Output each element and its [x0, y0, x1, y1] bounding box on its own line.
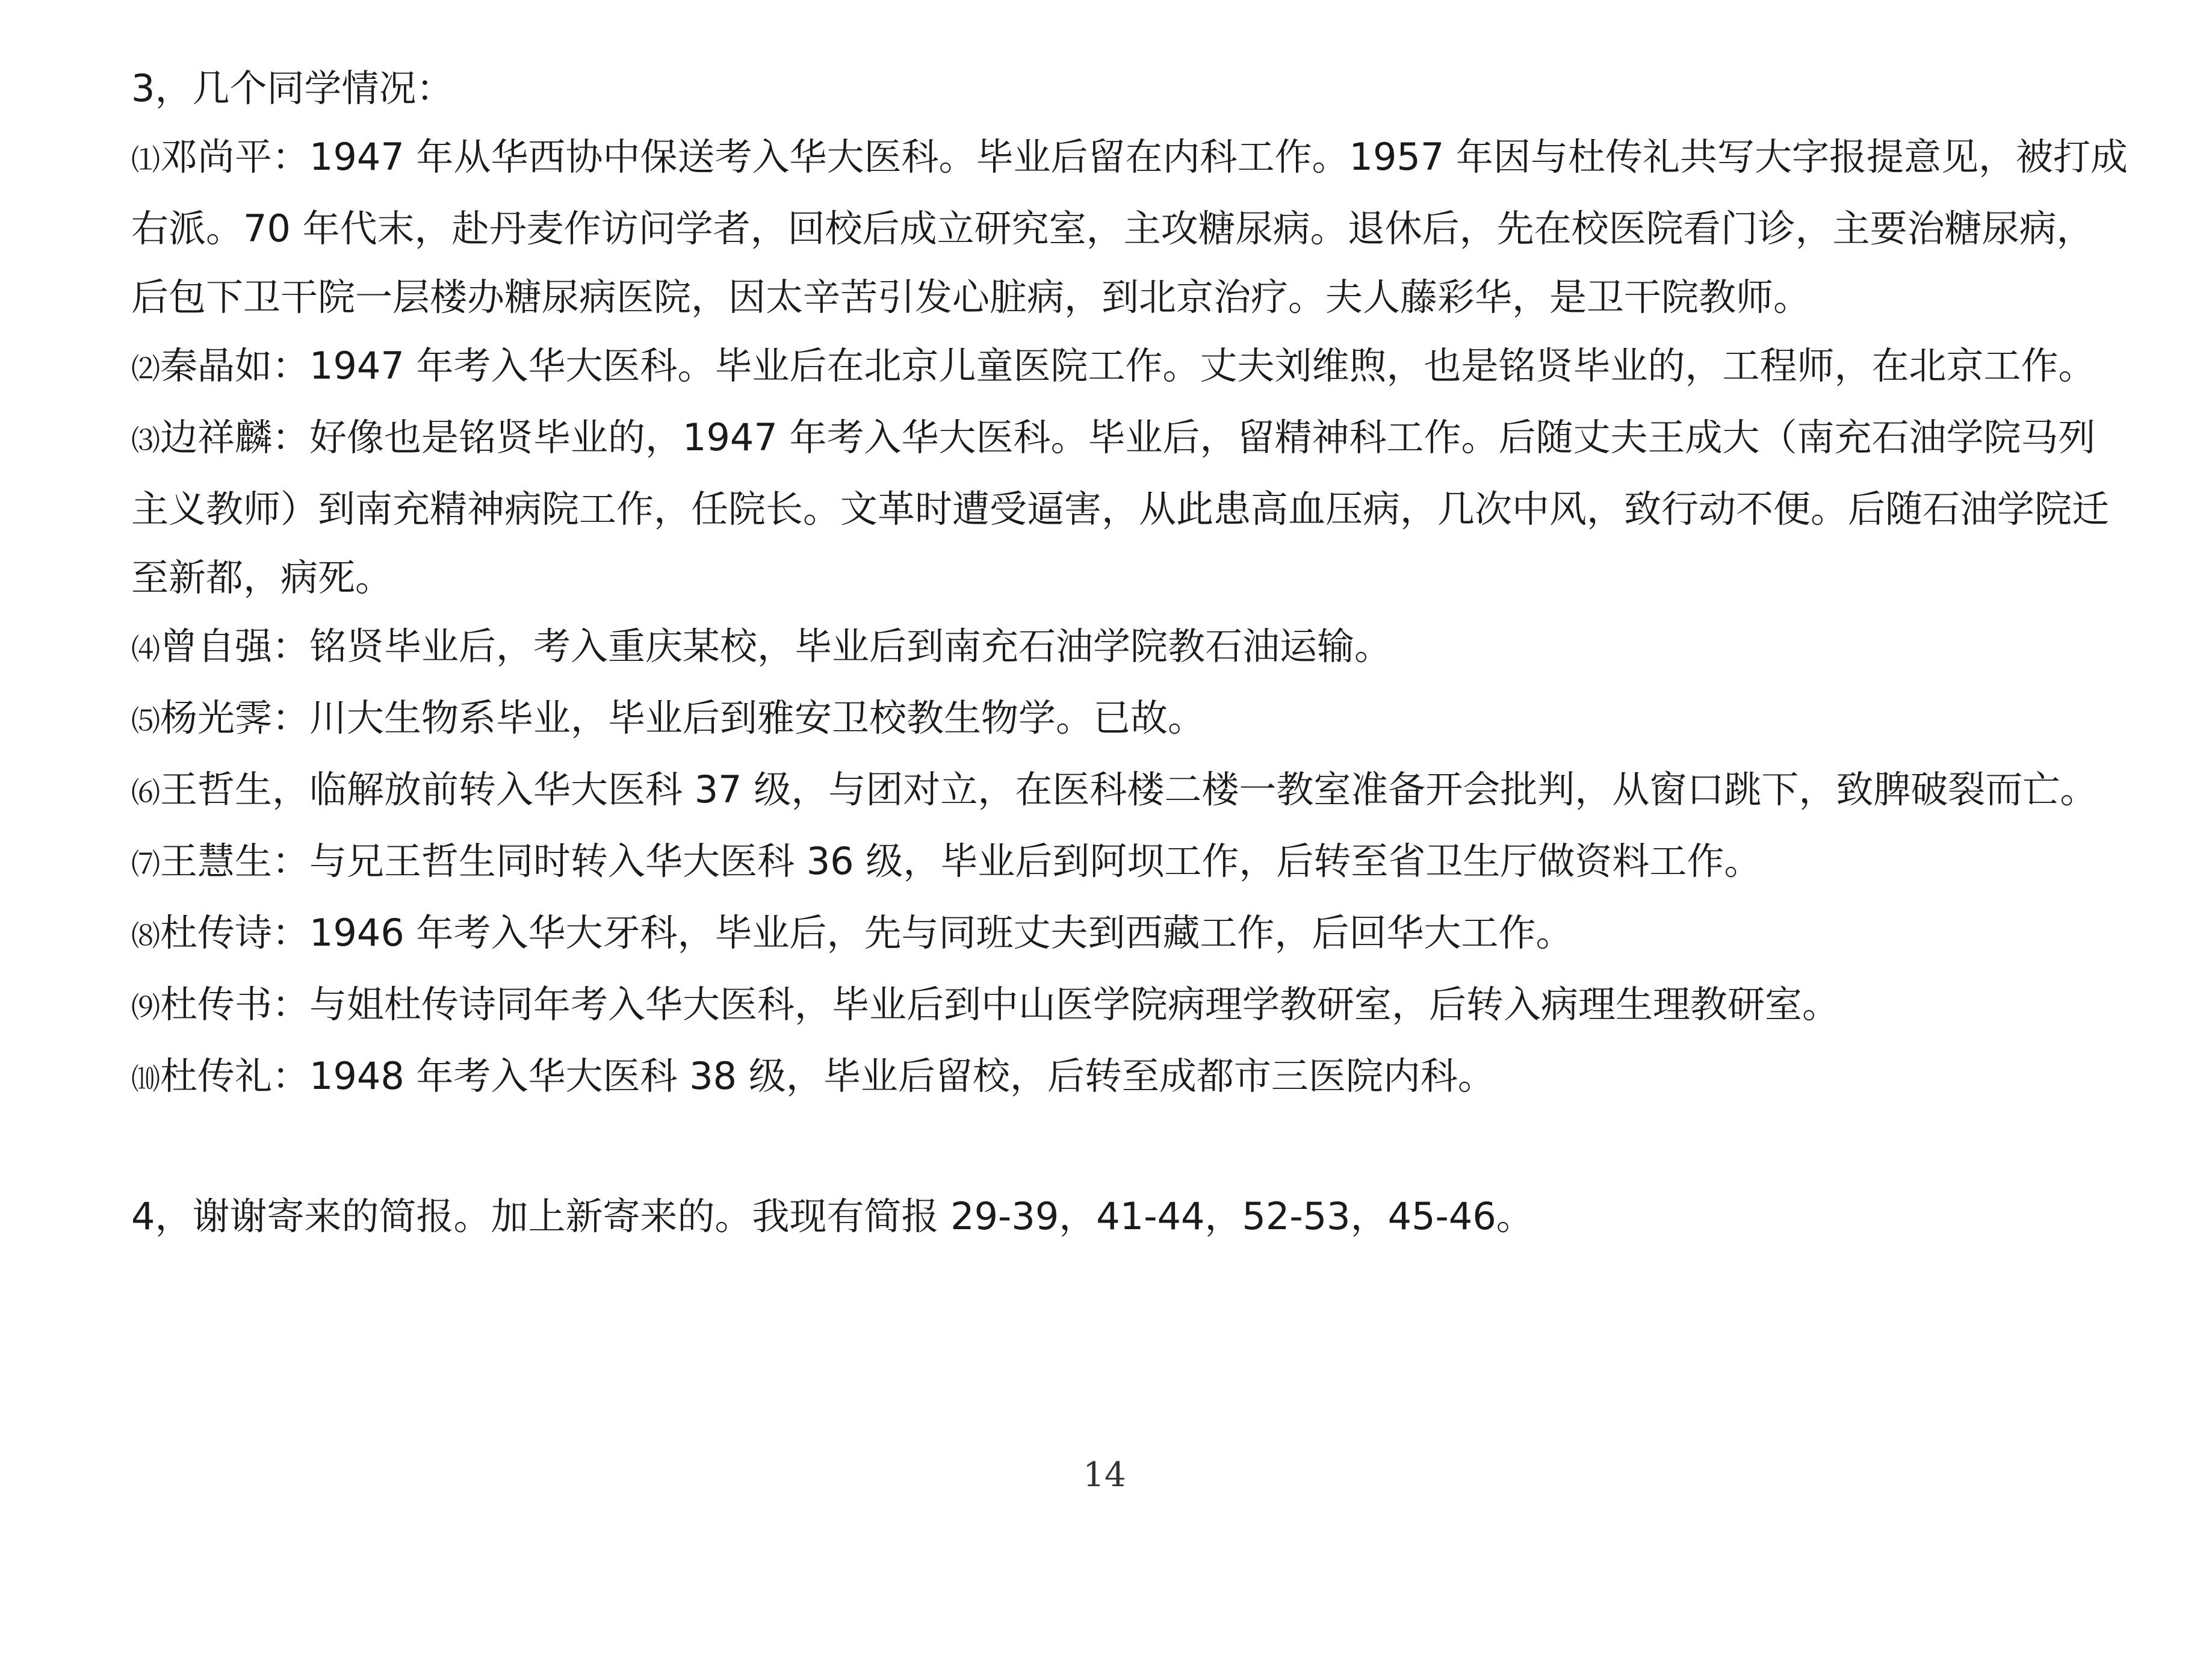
classmate-entry-1	[131, 123, 2130, 332]
classmate-entry-4	[131, 612, 2130, 684]
entry-text: 杜传书：与姐杜传诗同年考入华大医科，毕业后到中山医学院病理学教研室，后转入病理生理教研室。	[160, 982, 1840, 1026]
entry-marker: ⑽	[131, 1062, 161, 1096]
entry-text: 曾自强：铭贤毕业后，考入重庆某校，毕业后到南充石油学院教石油运输。	[160, 624, 1392, 668]
classmate-entry-9	[131, 970, 2130, 1042]
entry-text: 杜传礼：1948 年考入华大医科 38 级，毕业后留校，后转至成都市三医院内科。	[160, 1054, 1495, 1098]
entry-marker: ⑵	[131, 352, 161, 386]
page-number: 14	[1083, 1455, 1126, 1495]
classmate-entry-8	[131, 899, 2130, 970]
entry-marker: ⑼	[131, 991, 161, 1024]
entry-marker: ⑻	[131, 919, 161, 953]
section-3-heading: 3，几个同学情况：	[131, 66, 454, 110]
classmate-entry-5	[131, 684, 2130, 755]
entry-marker: ⑴	[131, 143, 161, 177]
entry-marker: ⑹	[131, 776, 161, 810]
page-content	[131, 54, 2130, 1251]
paragraph-spacer	[131, 1114, 2130, 1182]
entry-marker: ⑺	[131, 848, 161, 881]
entry-text: 边祥麟：好像也是铭贤毕业的，1947 年考入华大医科。毕业后，留精神科工作。后随丈夫王成大（南充石油学院马列主义教师）到南充精神病院工作，任院长。文革时遭受逼害，从此患高血压病，几次中风，致行动不便。后随石油学院迁至新都，病死。	[131, 415, 2110, 600]
classmate-entry-2	[131, 332, 2130, 403]
entry-text: 杜传诗：1946 年考入华大牙科，毕业后，先与同班丈夫到西藏工作，后回华大工作。	[160, 911, 1573, 955]
classmate-entry-3	[131, 403, 2130, 612]
entry-marker: ⑷	[131, 633, 161, 666]
section-4-paragraph: 4，谢谢寄来的简报。加上新寄来的。我现有简报 29-39，41-44，52-53，45-46。	[131, 1194, 1534, 1238]
entry-text: 杨光霁：川大生物系毕业，毕业后到雅安卫校教生物学。已故。	[160, 696, 1206, 740]
classmate-entry-6	[131, 755, 2130, 827]
entry-text: 王哲生，临解放前转入华大医科 37 级，与团对立，在医科楼二楼一教室准备开会批判，从窗口跳下，致脾破裂而亡。	[160, 767, 2098, 811]
classmate-entry-7	[131, 827, 2130, 899]
entry-text: 邓尚平：1947 年从华西协中保送考入华大医科。毕业后留在内科工作。1957 年因与杜传礼共写大字报提意见，被打成右派。70 年代末，赴丹麦作访问学者，回校后成立研究室，主攻糖尿病。退休后，先在校医院看门诊，主要治糖尿病，后包下卫干院一层楼办糖尿病医院，因太辛苦引发心脏病，到北京治疗。夫人藤彩华，是卫干院教师。	[131, 135, 2128, 319]
entry-marker: ⑶	[131, 424, 161, 457]
entry-text: 秦晶如：1947 年考入华大医科。毕业后在北京儿童医院工作。丈夫刘维煦，也是铭贤毕业的，工程师，在北京工作。	[160, 344, 2096, 388]
entry-marker: ⑸	[131, 704, 161, 738]
entry-text: 王慧生：与兄王哲生同时转入华大医科 36 级，毕业后到阿坝工作，后转至省卫生厅做资料工作。	[160, 839, 1762, 883]
classmate-entry-10	[131, 1042, 2130, 1114]
